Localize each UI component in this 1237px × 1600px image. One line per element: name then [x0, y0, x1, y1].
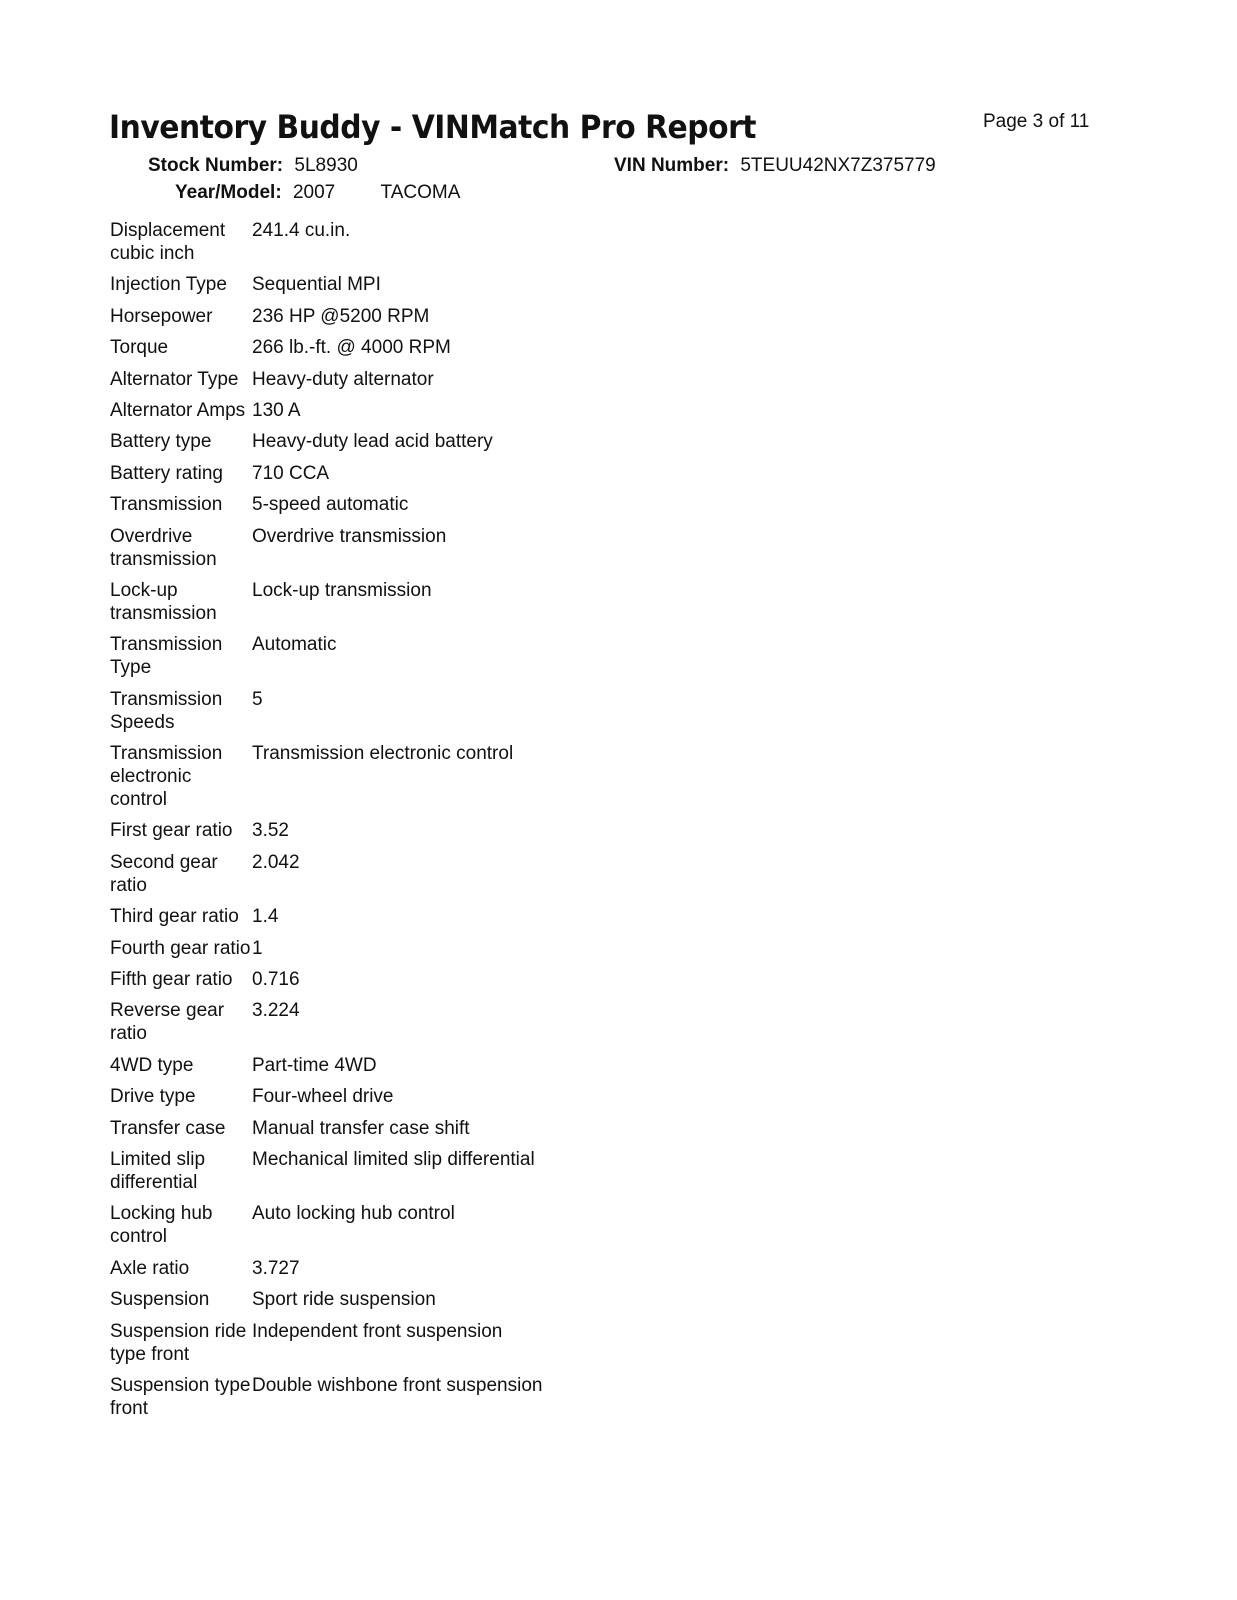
spec-label: Fifth gear ratio	[110, 969, 233, 991]
spec-row	[110, 1320, 710, 1374]
spec-row	[110, 851, 710, 905]
spec-label: Displacement cubic inch	[110, 220, 226, 264]
spec-row	[110, 1148, 710, 1202]
stock-number-value: 5L8930	[294, 155, 358, 176]
spec-value: 1.4	[252, 906, 279, 928]
spec-row	[110, 968, 710, 999]
spec-label: Axle ratio	[110, 1257, 190, 1279]
spec-row	[110, 999, 710, 1053]
spec-label: Overdrive transmission	[110, 525, 217, 570]
spec-value: 710 CCA	[252, 462, 330, 484]
spec-label: Suspension	[110, 1289, 210, 1311]
year-model	[175, 182, 460, 204]
spec-label: Transmission electronic control	[110, 743, 223, 811]
spec-value: 130 A	[252, 399, 301, 421]
spec-row	[110, 742, 710, 819]
spec-label: Limited slip differential	[110, 1148, 206, 1193]
spec-row	[110, 937, 710, 968]
spec-row	[110, 579, 710, 633]
spec-row	[110, 819, 710, 850]
spec-value: 0.716	[252, 969, 300, 991]
year-value: 2007	[292, 182, 336, 203]
spec-row	[110, 633, 710, 687]
spec-value: Double wishbone front suspension	[252, 1374, 543, 1396]
year-model-label: Year/Model:	[175, 182, 282, 203]
spec-value: Heavy-duty alternator	[252, 368, 434, 390]
vin-number-value: 5TEUU42NX7Z375779	[740, 155, 936, 176]
spec-label: Reverse gear ratio	[110, 1000, 225, 1045]
spec-value: 5	[252, 688, 263, 710]
spec-label: Injection Type	[110, 274, 227, 296]
spec-value: 236 HP @5200 RPM	[252, 305, 430, 327]
spec-row	[110, 1202, 710, 1256]
spec-label: Drive type	[110, 1086, 196, 1108]
spec-row	[110, 905, 710, 936]
spec-label: Transfer case	[110, 1117, 226, 1139]
spec-label: 4WD type	[110, 1054, 194, 1076]
spec-row	[110, 1117, 710, 1148]
spec-table	[110, 219, 710, 1428]
spec-value: 3.224	[252, 1000, 300, 1022]
spec-label: Transmission	[110, 494, 223, 516]
spec-value: Four-wheel drive	[252, 1086, 394, 1108]
spec-value: Transmission electronic control	[252, 743, 514, 765]
spec-label: Alternator Type	[110, 368, 239, 390]
spec-row	[110, 1374, 710, 1428]
spec-label: Alternator Amps	[110, 399, 246, 421]
spec-label: Second gear ratio	[110, 851, 218, 896]
spec-row	[110, 493, 710, 524]
spec-label: Fourth gear ratio	[110, 937, 251, 959]
spec-value: Lock-up transmission	[252, 579, 432, 601]
spec-value: 2.042	[252, 851, 300, 873]
spec-value: Sequential MPI	[252, 274, 381, 296]
spec-label: First gear ratio	[110, 820, 233, 842]
spec-label: Suspension type front	[110, 1374, 251, 1419]
vin-number	[614, 155, 936, 177]
spec-value: 241.4 cu.in.	[252, 220, 351, 241]
spec-row	[110, 219, 710, 273]
spec-value: Auto locking hub control	[252, 1203, 455, 1225]
spec-value: Sport ride suspension	[252, 1289, 436, 1311]
spec-value: Independent front suspension	[252, 1320, 503, 1342]
spec-value: Part-time 4WD	[252, 1054, 377, 1076]
spec-value: Mechanical limited slip differential	[252, 1148, 535, 1170]
spec-row	[110, 1054, 710, 1085]
spec-row	[110, 273, 710, 304]
stock-number-label: Stock Number:	[148, 155, 284, 176]
spec-label: Transmission Speeds	[110, 688, 223, 733]
spec-row	[110, 1288, 710, 1319]
spec-value: 266 lb.-ft. @ 4000 RPM	[252, 337, 451, 359]
spec-row	[110, 1257, 710, 1288]
spec-value: 1	[252, 937, 263, 959]
spec-label: Transmission Type	[110, 634, 223, 679]
report-title: Inventory Buddy - VINMatch Pro Report	[109, 108, 757, 146]
spec-value: 5-speed automatic	[252, 494, 409, 516]
spec-row	[110, 305, 710, 336]
spec-label: Horsepower	[110, 305, 213, 327]
spec-label: Torque	[110, 337, 169, 359]
vin-number-label: VIN Number:	[614, 155, 730, 176]
page-number: Page 3 of 11	[983, 111, 1090, 132]
stock-number	[148, 155, 358, 177]
spec-row	[110, 688, 710, 742]
spec-label: Lock-up transmission	[110, 579, 217, 624]
spec-label: Third gear ratio	[110, 906, 239, 928]
spec-row	[110, 368, 710, 399]
spec-row	[110, 399, 710, 430]
spec-row	[110, 336, 710, 367]
spec-value: Heavy-duty lead acid battery	[252, 431, 493, 453]
spec-label: Suspension ride type front	[110, 1320, 247, 1365]
spec-value: Automatic	[252, 634, 337, 656]
spec-label: Battery rating	[110, 462, 223, 484]
spec-value: 3.727	[252, 1257, 300, 1279]
spec-label: Battery type	[110, 431, 212, 453]
spec-row	[110, 430, 710, 461]
spec-label: Locking hub control	[110, 1203, 213, 1248]
spec-value: Overdrive transmission	[252, 525, 447, 547]
model-value: TACOMA	[380, 182, 461, 203]
spec-value: 3.52	[252, 820, 289, 842]
spec-row	[110, 462, 710, 493]
spec-value: Manual transfer case shift	[252, 1117, 470, 1139]
spec-row	[110, 525, 710, 579]
spec-row	[110, 1085, 710, 1116]
